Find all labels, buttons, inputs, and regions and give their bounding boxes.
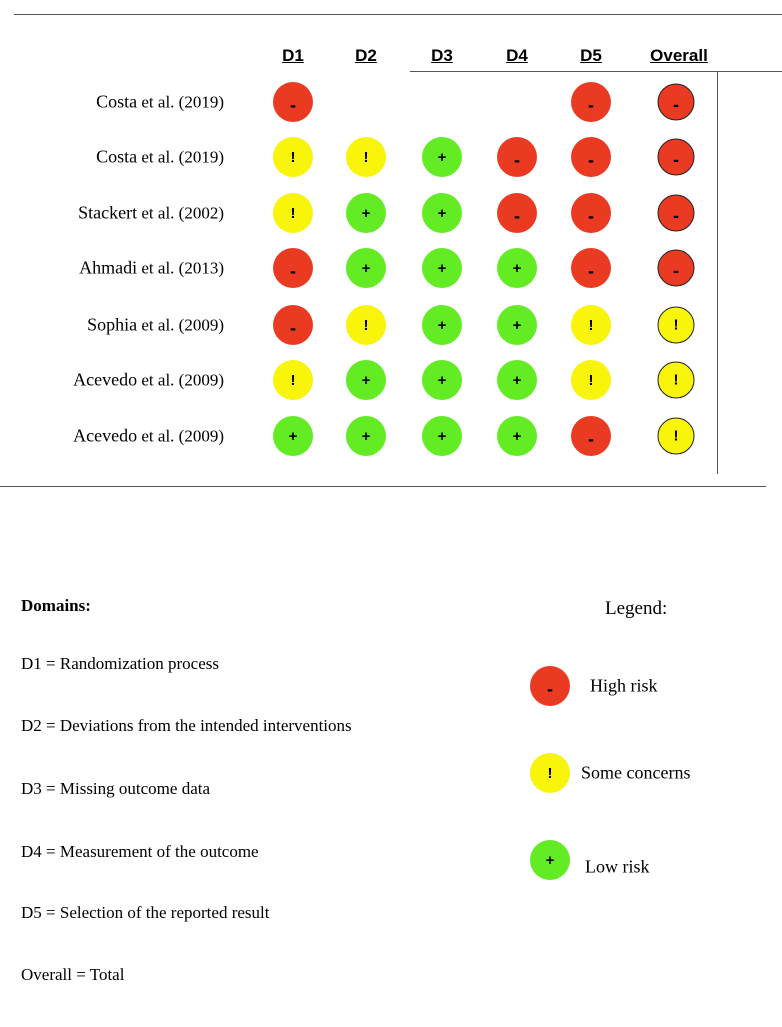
header-d5: D5 [580,46,602,65]
judgement-low-icon: + [346,248,386,288]
bottom-rule [0,486,766,487]
study-label [96,147,224,168]
judgement-high-icon: - [658,195,695,232]
judgement-low-icon: + [497,248,537,288]
domain-overall: Overall = Total [21,965,125,984]
legend-low-icon: + [530,840,570,880]
judgement-some-icon: ! [658,307,695,344]
judgement-some-icon: ! [273,193,313,233]
legend-title: Legend: [605,598,668,619]
study-citation: et al. (2009) [137,426,224,446]
legend-low-label: Low risk [585,856,650,877]
header-d3: D3 [431,46,453,65]
judgement-low-icon: + [273,416,313,456]
study-citation: et al. (2002) [137,203,224,223]
judgement-high-icon: - [273,82,313,122]
judgement-high-icon: - [273,248,313,288]
judgement-some-icon: ! [571,305,611,345]
study-label [78,203,224,224]
judgement-low-icon: + [346,193,386,233]
top-rule [14,14,782,15]
domain-d4: D4 = Measurement of the outcome [21,842,259,861]
study-label [87,315,224,336]
judgement-low-icon: + [346,360,386,400]
judgement-high-icon: - [273,305,313,345]
domain-d1: D1 = Randomization process [21,654,219,673]
study-author: Sophia [87,314,138,335]
judgement-low-icon: + [422,360,462,400]
domain-d5: D5 = Selection of the reported result [21,903,270,922]
legend-some-icon: ! [530,753,570,793]
judgement-low-icon: + [346,416,386,456]
judgement-some-icon: ! [571,360,611,400]
domain-d2: D2 = Deviations from the intended interventions [21,716,352,735]
judgement-high-icon: - [571,82,611,122]
judgement-low-icon: + [422,193,462,233]
study-author: Stackert [78,202,138,223]
study-citation: et al. (2009) [137,315,224,335]
judgement-high-icon: - [497,137,537,177]
study-author: Acevedo [73,425,138,446]
judgement-some-icon: ! [273,360,313,400]
judgement-low-icon: + [422,248,462,288]
judgement-high-icon: - [658,250,695,287]
judgement-low-icon: + [497,416,537,456]
judgement-low-icon: + [422,137,462,177]
domain-d3: D3 = Missing outcome data [21,779,211,798]
header-d2: D2 [355,46,377,65]
study-author: Costa [96,146,138,167]
judgement-high-icon: - [658,139,695,176]
judgement-high-icon: - [571,137,611,177]
header-rule [410,71,782,72]
judgement-some-icon: ! [346,305,386,345]
domains-title: Domains: [21,596,91,615]
study-label [73,426,224,447]
header-overall: Overall [650,46,708,65]
judgement-high-icon: - [571,248,611,288]
judgement-some-icon: ! [658,362,695,399]
judgement-low-icon: + [422,416,462,456]
judgement-some-icon: ! [346,137,386,177]
study-label [73,370,224,391]
header-d4: D4 [506,46,528,65]
study-author: Costa [96,91,138,112]
judgement-some-icon: ! [273,137,313,177]
judgement-low-icon: + [497,305,537,345]
study-label [96,92,224,113]
judgement-high-icon: - [571,416,611,456]
judgement-high-icon: - [658,84,695,121]
study-citation: et al. (2013) [137,258,224,278]
header-d1: D1 [282,46,304,65]
study-label [79,258,224,279]
right-border [717,72,718,474]
study-citation: et al. (2019) [137,147,224,167]
judgement-high-icon: - [497,193,537,233]
judgement-some-icon: ! [658,418,695,455]
judgement-low-icon: + [422,305,462,345]
legend-high-icon: - [530,666,570,706]
judgement-high-icon: - [571,193,611,233]
study-citation: et al. (2009) [137,370,224,390]
study-author: Ahmadi [79,257,138,278]
legend-some-label: Some concerns [581,762,691,783]
study-author: Acevedo [73,369,138,390]
legend-high-label: High risk [590,675,658,696]
judgement-low-icon: + [497,360,537,400]
study-citation: et al. (2019) [137,92,224,112]
